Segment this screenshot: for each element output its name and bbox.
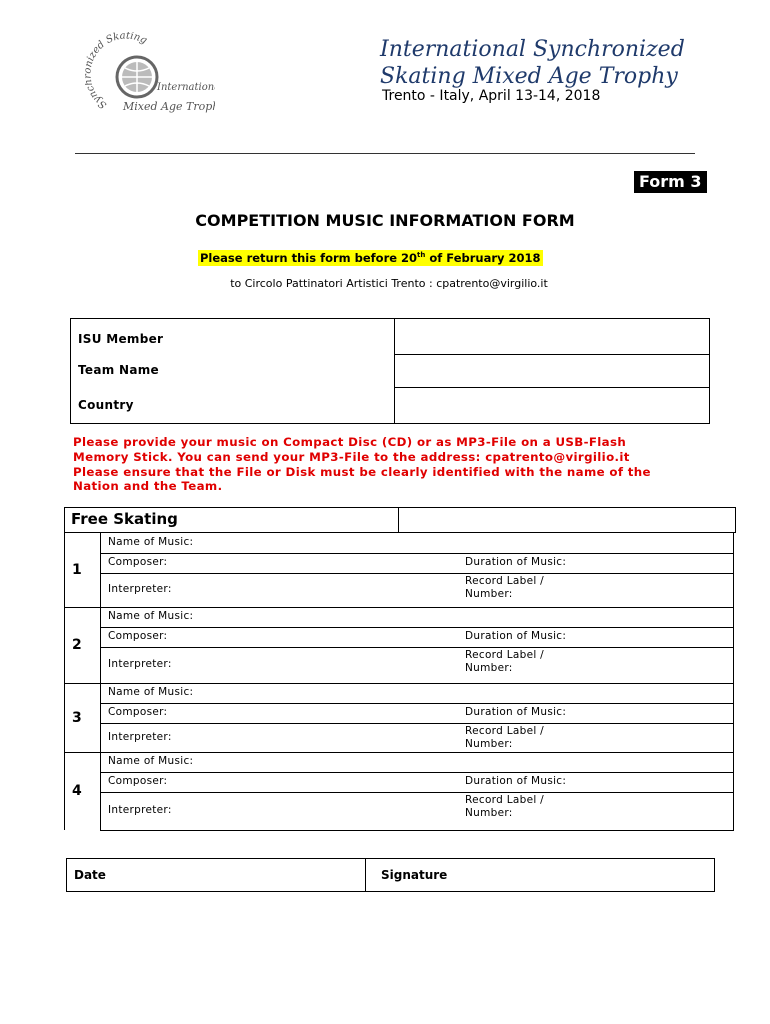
record-label-line2: Number: bbox=[465, 662, 513, 674]
notice-line: Nation and the Team. bbox=[73, 479, 223, 494]
entry-number: 1 bbox=[72, 562, 82, 578]
event-logo bbox=[85, 32, 215, 122]
logo-text-trophy: Mixed Age Trop bbox=[123, 100, 213, 113]
record-label-line1: Record Label / bbox=[465, 794, 545, 806]
record-label-label bbox=[465, 794, 544, 820]
record-label-line2: Number: bbox=[465, 588, 513, 600]
interpreter-label: Interpreter: bbox=[108, 730, 172, 743]
event-title-line2: Skating Mixed Age Trophy bbox=[380, 64, 678, 89]
entry-number: 2 bbox=[72, 637, 82, 653]
return-note-sup: th bbox=[417, 251, 426, 260]
return-note-before: Please return this form before 20 bbox=[200, 251, 418, 265]
record-label-line2: Number: bbox=[465, 807, 513, 819]
interpreter-label: Interpreter: bbox=[108, 658, 172, 670]
record-label-line1: Record Label / bbox=[465, 649, 545, 661]
isu-member-label: ISU Member bbox=[78, 332, 164, 346]
music-entry bbox=[64, 533, 734, 607]
free-skating-title: Free Skating bbox=[71, 510, 178, 528]
logo-arc-text: Sync ized Skating bbox=[85, 32, 149, 111]
logo-text-international: Internation bbox=[157, 82, 215, 93]
composer-label: Composer: bbox=[108, 556, 168, 568]
event-location-date: Trento - Italy, April 13-14, 2018 bbox=[382, 88, 601, 104]
interpreter-label: Interpreter: bbox=[108, 583, 172, 595]
music-entry bbox=[64, 683, 734, 752]
country-label: Country bbox=[78, 398, 134, 412]
composer-label: Composer: bbox=[108, 630, 168, 642]
composer-label: Composer: bbox=[108, 706, 168, 718]
event-title-line1: International Synchronized bbox=[380, 37, 685, 62]
notice-line: Please ensure that the File or Disk must be clearly identified with the name of the bbox=[73, 464, 651, 479]
event-title bbox=[380, 36, 685, 90]
notice-line: Please provide your music on Compact Disc (CD) or as MP3-File on a USB-Flash bbox=[73, 435, 627, 449]
return-note-after: of February 2018 bbox=[425, 251, 541, 265]
signature-label: Signature bbox=[381, 868, 448, 882]
record-label-line1: Record Label / bbox=[465, 575, 545, 587]
return-deadline-note bbox=[198, 250, 543, 266]
record-label-line1: Record Label / bbox=[465, 725, 545, 737]
record-label-label bbox=[465, 649, 544, 675]
notice-line: Memory Stick. You can send your MP3-File to the address: cpatrento@virgilio.it bbox=[73, 449, 630, 464]
interpreter-label: Interpreter: bbox=[108, 804, 172, 816]
date-label: Date bbox=[74, 868, 106, 882]
header-divider bbox=[75, 153, 695, 154]
name-of-music-label: Name of Music: bbox=[108, 536, 194, 548]
music-entry bbox=[64, 752, 734, 830]
isu-member-field[interactable] bbox=[71, 320, 709, 353]
record-label-label bbox=[465, 575, 544, 601]
entry-number: 3 bbox=[72, 709, 82, 726]
entry-number: 4 bbox=[72, 783, 82, 799]
record-label-label bbox=[465, 725, 544, 751]
music-submission-notice bbox=[73, 435, 713, 494]
isu-member-table bbox=[70, 318, 710, 424]
free-skating-header bbox=[64, 507, 736, 533]
team-name-label: Team Name bbox=[78, 363, 159, 377]
composer-label: Composer: bbox=[108, 775, 168, 787]
duration-label: Duration of Music: bbox=[465, 630, 567, 642]
duration-label: Duration of Music: bbox=[465, 775, 567, 787]
record-label-line2: Number: bbox=[465, 738, 513, 750]
date-signature-table bbox=[66, 858, 715, 892]
return-address: to Circolo Pattinatori Artistici Trento : cpatrento@virgilio.it bbox=[230, 277, 548, 290]
form-number-badge: Form 3 bbox=[634, 171, 707, 193]
name-of-music-label: Name of Music: bbox=[108, 610, 194, 622]
duration-label: Duration of Music: bbox=[465, 706, 567, 718]
name-of-music-label: Name of Music: bbox=[108, 755, 194, 767]
name-of-music-label: Name of Music: bbox=[108, 686, 194, 698]
music-entry bbox=[64, 607, 734, 683]
duration-label: Duration of Music: bbox=[465, 556, 567, 568]
form-title: COMPETITION MUSIC INFORMATION FORM bbox=[195, 211, 575, 230]
